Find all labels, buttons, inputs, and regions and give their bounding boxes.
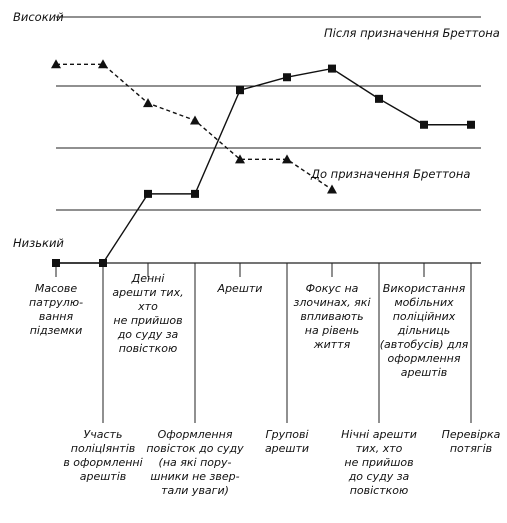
category-label-9-line-0: Перевірка xyxy=(441,428,501,441)
category-label-7-line-3: до суду за xyxy=(348,470,410,483)
category-label-3-line-2: (на які пору- xyxy=(158,456,232,469)
series-1-point-3 xyxy=(191,190,199,198)
category-label-3-line-0: Оформлення xyxy=(157,428,233,441)
category-label-6-line-2: впливають xyxy=(300,310,364,323)
category-label-7-line-1: тих, хто xyxy=(355,442,403,455)
category-label-1-line-0: Участь xyxy=(83,428,123,441)
y-label-low: Низький xyxy=(13,236,64,250)
series-layer xyxy=(51,59,475,267)
category-label-2-line-3: не прийшов xyxy=(113,314,183,327)
category-label-8-line-5: оформлення xyxy=(387,352,461,365)
category-label-8-line-1: мобільних xyxy=(394,296,454,309)
category-label-0-line-2: вання xyxy=(38,310,74,323)
category-label-7-line-2: не прийшов xyxy=(344,456,414,469)
series-0-line xyxy=(56,64,332,189)
series-0-label: До призначення Бреттона xyxy=(311,167,471,181)
category-label-8-line-6: арештів xyxy=(400,366,448,379)
series-1-point-4 xyxy=(236,86,244,94)
category-label-2-line-2: хто xyxy=(138,300,158,313)
series-1-label: Після призначення Бреттона xyxy=(324,26,500,40)
category-label-2-line-0: Денні xyxy=(131,272,165,285)
category-label-2-line-4: до суду за xyxy=(117,328,179,341)
category-label-4-line-0: Арешти xyxy=(217,282,263,295)
category-label-6-line-3: на рівень xyxy=(304,324,360,337)
category-label-9-line-1: потягів xyxy=(449,442,493,455)
category-label-8-line-4: (автобусів) для xyxy=(379,338,469,351)
category-label-8-line-2: поліційних xyxy=(392,310,456,323)
series-1-point-0 xyxy=(52,259,60,267)
category-label-7-line-0: Нічні арешти xyxy=(341,428,417,441)
category-label-1-line-2: в оформленні xyxy=(63,456,143,469)
category-label-5-line-0: Групові xyxy=(265,428,309,441)
category-label-6-line-4: життя xyxy=(313,338,351,351)
category-label-6-line-1: злочинах, які xyxy=(293,296,371,309)
category-label-0-line-3: підземки xyxy=(29,324,83,337)
category-label-6-line-0: Фокус на xyxy=(305,282,359,295)
category-label-3-line-4: тали уваги) xyxy=(161,484,229,497)
series-1-point-7 xyxy=(375,95,383,103)
series-1-point-5 xyxy=(283,73,291,81)
category-label-5-line-1: арешти xyxy=(264,442,310,455)
category-label-8-line-3: дільниць xyxy=(397,324,451,337)
category-label-8-line-0: Використання xyxy=(382,282,466,295)
category-label-2-line-5: повісткою xyxy=(118,342,178,355)
series-1-line xyxy=(56,69,471,263)
category-label-7-line-4: повісткою xyxy=(349,484,409,497)
label-layer xyxy=(13,10,501,497)
category-label-3-line-3: шники не звер- xyxy=(150,470,240,483)
category-label-1-line-3: арештів xyxy=(79,470,127,483)
category-label-1-line-1: поліцІянтів xyxy=(70,442,136,455)
series-1-point-2 xyxy=(144,190,152,198)
series-1-point-9 xyxy=(467,121,475,129)
series-1-point-6 xyxy=(328,65,336,73)
series-1-point-8 xyxy=(420,121,428,129)
category-label-0-line-0: Масове xyxy=(34,282,78,295)
series-0-point-6 xyxy=(327,185,337,194)
grid-lines xyxy=(56,17,481,210)
y-label-high: Високий xyxy=(13,10,64,24)
category-label-2-line-1: арешти тих, xyxy=(112,286,184,299)
series-1-point-1 xyxy=(99,259,107,267)
category-label-3-line-1: повісток до суду xyxy=(146,442,244,455)
series-0-point-3 xyxy=(190,115,200,124)
category-label-0-line-1: патрулю- xyxy=(28,296,84,309)
